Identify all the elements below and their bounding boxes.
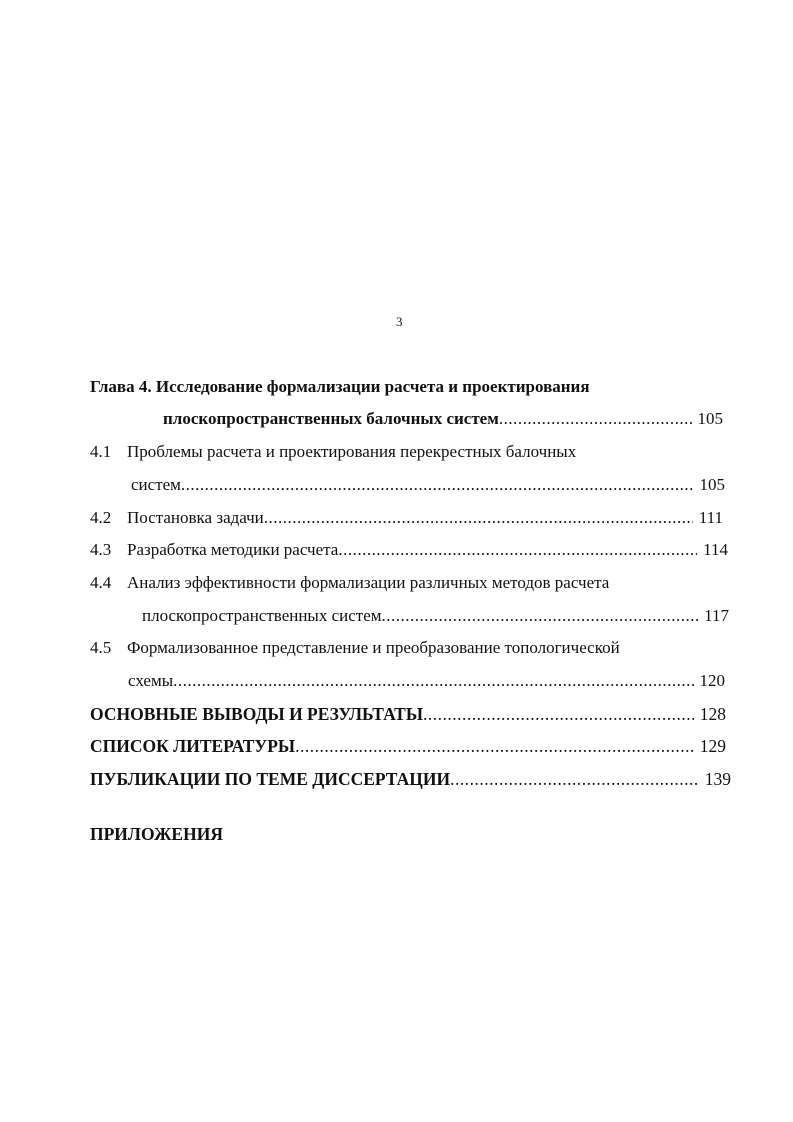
toc-entry-4-5-cont: [128, 670, 725, 692]
leader-dots: [423, 703, 694, 725]
page-number: 3: [396, 314, 403, 329]
section-title-cont: систем: [131, 475, 181, 494]
toc-entry-4-5: [90, 637, 710, 659]
leader-dots: [382, 605, 699, 627]
section-page: 105: [699, 475, 725, 494]
toc-entry-4-4: [90, 572, 690, 594]
leader-dots: [499, 408, 692, 430]
section-title: Проблемы расчета и проектирования перекрестных балочных: [127, 442, 577, 461]
main-section-page: 128: [699, 704, 726, 724]
section-number: 4.1: [90, 442, 112, 461]
section-page: 117: [704, 606, 729, 625]
chapter-title-text: Глава 4. Исследование формализации расчета и проектирования: [90, 377, 590, 396]
toc-publications: [90, 768, 731, 790]
chapter-title-line1: [90, 376, 650, 398]
main-section-title: ОСНОВНЫЕ ВЫВОДЫ И РЕЗУЛЬТАТЫ: [90, 704, 424, 724]
leader-dots: [173, 670, 693, 692]
main-section-page: 129: [699, 736, 726, 756]
chapter-page: 105: [697, 409, 723, 428]
main-section-page: 139: [704, 769, 731, 789]
toc-entry-4-3: [90, 539, 728, 561]
section-number: 4.4: [90, 573, 112, 592]
section-title: Постановка задачи: [127, 508, 264, 527]
section-number: 4.3: [90, 540, 112, 559]
leader-dots: [295, 735, 694, 757]
toc-entry-4-1: [90, 441, 650, 463]
main-section-title: СПИСОК ЛИТЕРАТУРЫ: [90, 736, 296, 756]
section-title: Формализованное представление и преобразование топологической: [127, 638, 620, 657]
toc-references: [90, 735, 726, 757]
toc-appendix: [90, 823, 390, 845]
leader-dots: [450, 768, 699, 790]
toc-entry-4-4-cont: [142, 605, 729, 627]
section-title-cont: плоскопространственных систем: [142, 606, 382, 625]
section-title: Разработка методики расчета: [127, 540, 339, 559]
leader-dots: [338, 539, 697, 561]
section-title-cont: схемы: [128, 671, 174, 690]
chapter-title-line2: [163, 408, 723, 430]
section-number: 4.5: [90, 638, 112, 657]
toc-conclusions: [90, 703, 726, 725]
chapter-subtitle-text: плоскопространственных балочных систем: [163, 409, 499, 428]
section-page: 120: [699, 671, 725, 690]
section-title: Анализ эффективности формализации различных методов расчета: [127, 573, 610, 592]
leader-dots: [181, 474, 694, 496]
section-number: 4.2: [90, 508, 112, 527]
toc-entry-4-1-cont: [131, 474, 725, 496]
toc-entry-4-2: [90, 507, 723, 529]
section-page: 114: [703, 540, 728, 559]
leader-dots: [264, 507, 693, 529]
section-page: 111: [698, 508, 723, 527]
main-section-title: ПУБЛИКАЦИИ ПО ТЕМЕ ДИССЕРТАЦИИ: [90, 769, 451, 789]
appendix-title: ПРИЛОЖЕНИЯ: [90, 824, 223, 844]
